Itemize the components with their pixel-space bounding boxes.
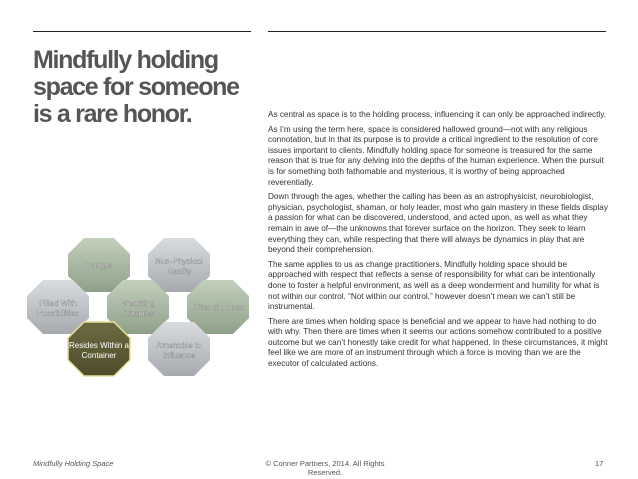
node-label: Container bbox=[81, 351, 117, 360]
footer-copyright: © Conner Partners, 2014. All Rights Reserved. bbox=[265, 459, 385, 477]
node-label: Influence bbox=[162, 351, 196, 360]
space-qualities-diagram bbox=[18, 238, 253, 398]
paragraph: Down through the ages, whether the calling has been as an astrophysicist, neurobiologist, physician, psychologist, shaman, or holy leader, most who gain mastery in these fields display a passion for what can be discovered, understood, and acted upon, as well as what they remain in awe of—the unknowns that forever surface on the horizon. They seek to learn everything they can, while respecting that there will always be dynamics in play that are beyond their comprehension. bbox=[268, 192, 608, 255]
paragraph: There are times when holding space is beneficial and we appear to have had nothing to do with why. Then there are times when it seems our actions somehow contributed to a positive outcome but we can’t honestly take credit for what happened. In these circumstances, it might feel like we are more of an instrument through which a force is moving than we are the executor of calculated actions. bbox=[268, 316, 608, 369]
body-text bbox=[268, 110, 611, 374]
page-number: 17 bbox=[595, 459, 604, 468]
node-label: Breathing bbox=[120, 299, 156, 308]
paragraph: The same applies to us as change practitioners. Mindfully holding space should be approached with respect that reflects a sense of responsibility for what can be intentionally done to foster a helpful environment, as well as a deep wonderment and humility for what is not within our control. “Not within our control,” however doesn’t mean we can’t still be instrumental. bbox=[268, 259, 600, 312]
node-amenable-to-influence bbox=[148, 322, 210, 376]
footer-document-title: Mindfully Holding Space bbox=[33, 459, 114, 468]
node-label: Possibilities bbox=[37, 309, 79, 318]
node-label: Resides Within a bbox=[68, 341, 130, 350]
paragraph: As I’m using the term here, space is considered hallowed ground—not with any religious connotation, but in that its purpose is to provide a critical ingredient to the resolution of core issues important to clients. Mindfully holding space for someone is treasured for the same reason that is true for any delving into the depths of the human experience. When the pursuit is for something both fathomable and mysterious, it is worthy of being approached reverentially. bbox=[268, 124, 604, 187]
title-line: space for someone bbox=[33, 73, 239, 101]
node-resides-within-a-container bbox=[68, 322, 130, 376]
header-rule-left bbox=[33, 31, 251, 32]
node-label: Aims at Focus bbox=[192, 303, 244, 312]
node-label: Struggles bbox=[121, 309, 155, 318]
node-label: Amenable to bbox=[156, 341, 202, 350]
node-label: Unique bbox=[86, 261, 112, 270]
page-title bbox=[33, 47, 258, 128]
title-line: is a rare honor. bbox=[33, 100, 192, 128]
paragraph: As central as space is to the holding process, influencing it can only be approached indirectly. bbox=[268, 110, 607, 119]
node-label: Non-Physical bbox=[155, 257, 203, 266]
node-label: Reality bbox=[166, 267, 192, 276]
node-label: Filled With bbox=[39, 299, 77, 308]
header-rule-right bbox=[268, 31, 606, 32]
title-line: Mindfully holding bbox=[33, 46, 218, 74]
